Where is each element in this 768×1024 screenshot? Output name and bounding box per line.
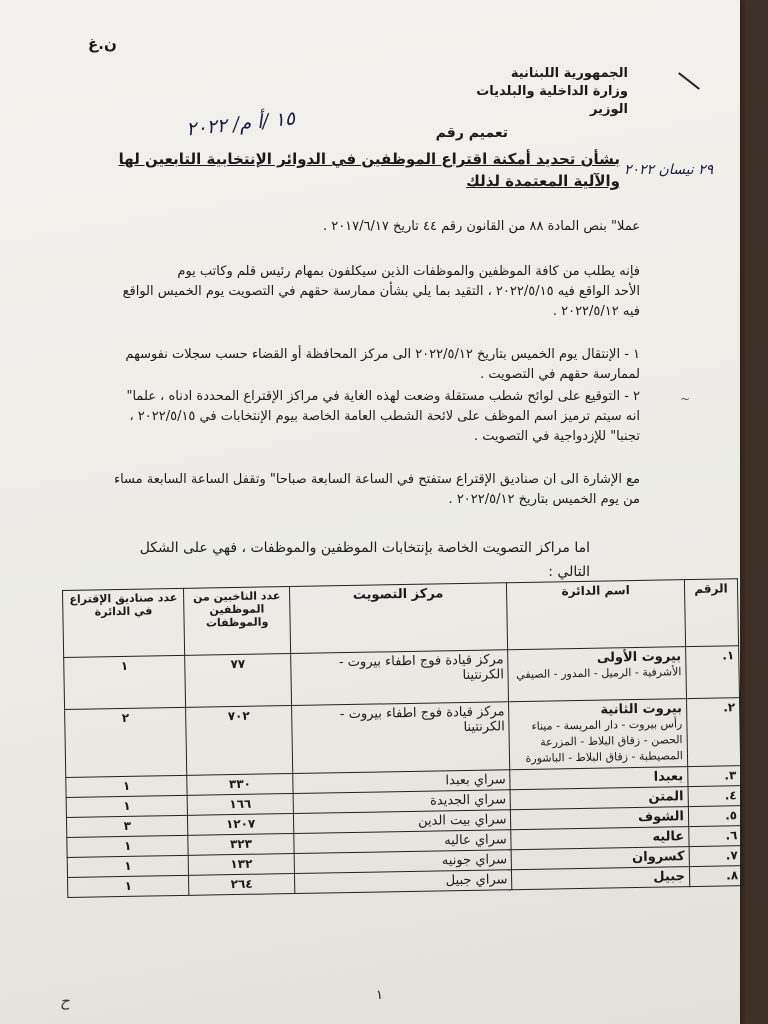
republic-label: الجمهورية اللبنانية xyxy=(510,66,628,81)
polling-centers-table xyxy=(62,578,743,898)
item2-line: ٢ - التوقيع على لوائح شطب مستقلة وضعت لهذه الغاية في مراكز الإقتراع المحددة ادناه ، علما" xyxy=(126,389,640,404)
lead-line: اما مراكز التصويت الخاصة بإنتخابات الموظفين والموظفات ، فهي على الشكل xyxy=(139,540,590,556)
row-district xyxy=(508,647,686,702)
paragraph-1 xyxy=(123,262,640,322)
row-boxes: ١ xyxy=(67,835,189,857)
row-center: سراي جونيه xyxy=(294,850,512,874)
row-center: مركز قيادة فوج اطفاء بيروت - الكرنتينا xyxy=(290,650,509,706)
row-district xyxy=(509,699,688,770)
item-1 xyxy=(125,345,640,385)
row-num: ٧. xyxy=(689,846,742,867)
row-boxes: ١ xyxy=(64,655,186,709)
district-name: كسروان xyxy=(511,847,689,870)
table-row xyxy=(65,698,741,778)
district-name: الشوف xyxy=(511,807,689,830)
row-boxes: ١ xyxy=(67,855,189,877)
minister-label: الوزير xyxy=(590,102,628,117)
row-boxes: ١ xyxy=(66,775,188,797)
row-num: ٤. xyxy=(688,786,741,807)
district-areas: رأس بيروت - دار المريسة - ميناء الحصن - زقاق البلاط - المزرعة المصيطبة - زقاق البلاط - الباشورة xyxy=(525,717,683,765)
row-voters: ٣٣٠ xyxy=(187,774,293,796)
intro-text: عملا" بنص المادة ٨٨ من القانون رقم ٤٤ تاريخ ٢٠١٧/٦/١٧ . xyxy=(322,219,640,234)
row-center: مركز قيادة فوج اطفاء بيروت - الكرنتينا xyxy=(291,702,510,774)
district-name: جبيل xyxy=(512,867,690,890)
row-boxes: ٢ xyxy=(65,707,188,777)
circular-label: تعميم رقم xyxy=(435,125,508,141)
row-num: ٦. xyxy=(689,826,742,847)
intro-paragraph xyxy=(323,217,640,237)
row-center: سراي عاليه xyxy=(293,830,511,854)
note-line: مع الإشارة الى ان صناديق الإقتراع ستفتح في الساعة السابعة صباحا" وتقفل الساعة السابعة مساء xyxy=(113,472,640,487)
district-name: عاليه xyxy=(511,827,689,850)
row-voters: ١٢٠٧ xyxy=(188,814,294,836)
subject-line-2: والآلية المعتمدة لذلك xyxy=(466,172,620,190)
para1-line: فيه ٢٠٢٢/٥/١٢ . xyxy=(552,304,640,319)
item-2 xyxy=(126,387,640,447)
pen-mark xyxy=(678,72,700,90)
row-center: سراي بعبدا xyxy=(292,770,510,794)
item2-line: انه سيتم ترميز اسم الموظف على لائحة الشطب العامة الخاصة بيوم الإنتخابات في ٢٠٢٢/٥/١٥ ، xyxy=(129,409,640,424)
row-voters: ١٦٦ xyxy=(187,794,293,816)
row-num: ٥. xyxy=(688,806,741,827)
page-number: ١ xyxy=(376,988,383,1003)
row-center: سراي بيت الدين xyxy=(293,810,511,834)
subject-line-1: بشأن تحديد أمكنة اقتراع الموظفين في الدوائر الإنتخابية التابعين لها xyxy=(118,150,620,168)
row-voters: ٢٦٤ xyxy=(189,873,295,895)
row-boxes: ١ xyxy=(66,795,188,817)
row-boxes: ٣ xyxy=(66,815,188,837)
circular-date: ٢٩ نيسان ٢٠٢٢ xyxy=(624,162,714,178)
item1-line: لممارسة حقهم في التصويت . xyxy=(480,367,640,382)
header-district: اسم الدائرة xyxy=(507,580,686,650)
row-num: ٨. xyxy=(689,866,742,887)
row-center: سراي جبيل xyxy=(294,870,512,894)
district-name: بعبدا xyxy=(510,767,688,790)
item1-line: ١ - الإنتقال يوم الخميس بتاريخ ٢٠٢٢/٥/١٢ الى مركز المحافظة أو القضاء حسب سجلات نفوسهم xyxy=(125,347,640,362)
table-header-row xyxy=(63,579,739,658)
circular-number: ١٥ /أ م/ ٢٠٢٢ xyxy=(185,107,297,141)
corner-mark: ح xyxy=(60,992,70,1010)
header-center: مركز التصويت xyxy=(289,583,508,654)
margin-scribble: ~ xyxy=(680,392,691,406)
header-voters: عدد الناخبين من الموظفين والموظفات xyxy=(184,587,290,656)
note-paragraph xyxy=(114,470,640,510)
ministry-header xyxy=(476,65,628,119)
row-center: سراي الجديدة xyxy=(293,790,511,814)
table-lead xyxy=(140,536,590,584)
ministry-label: وزارة الداخلية والبلديات xyxy=(476,84,628,99)
row-num: ١. xyxy=(685,646,739,699)
row-voters: ٧٧ xyxy=(185,654,291,708)
district-name: بيروت الأولى xyxy=(596,649,682,666)
note-line: من يوم الخميس بتاريخ ٢٠٢٢/٥/١٢ . xyxy=(448,492,640,507)
header-boxes: عدد صناديق الإقتراع في الدائرة xyxy=(63,588,186,657)
header-num: الرقم xyxy=(684,579,738,647)
row-voters: ٧٠٢ xyxy=(186,706,292,776)
para1-line: الأحد الواقع فيه ٢٠٢٢/٥/١٥ ، التقيد بما يلي بشأن ممارسة حقهم في التصويت يوم الخميس الواقع xyxy=(122,284,640,299)
row-voters: ١٣٢ xyxy=(189,853,295,875)
row-voters: ٣٢٣ xyxy=(188,833,294,855)
subject xyxy=(119,148,620,192)
item2-line: تجنبا" للإزدواجية في التصويت . xyxy=(474,429,640,444)
district-name: بيروت الثانية xyxy=(600,701,683,718)
initials: ن.غ xyxy=(88,35,117,53)
district-areas: الأشرفية - الرميل - المدور - الصيفي xyxy=(516,665,682,682)
lead-line: التالي : xyxy=(548,564,590,580)
row-boxes: ١ xyxy=(68,875,190,897)
district-name: المتن xyxy=(510,787,688,810)
row-num: ٣. xyxy=(688,766,741,787)
row-num: ٢. xyxy=(686,698,740,767)
para1-line: فإنه يطلب من كافة الموظفين والموظفات الذين سيكلفون بمهام رئيس قلم وكاتب يوم xyxy=(177,264,640,279)
